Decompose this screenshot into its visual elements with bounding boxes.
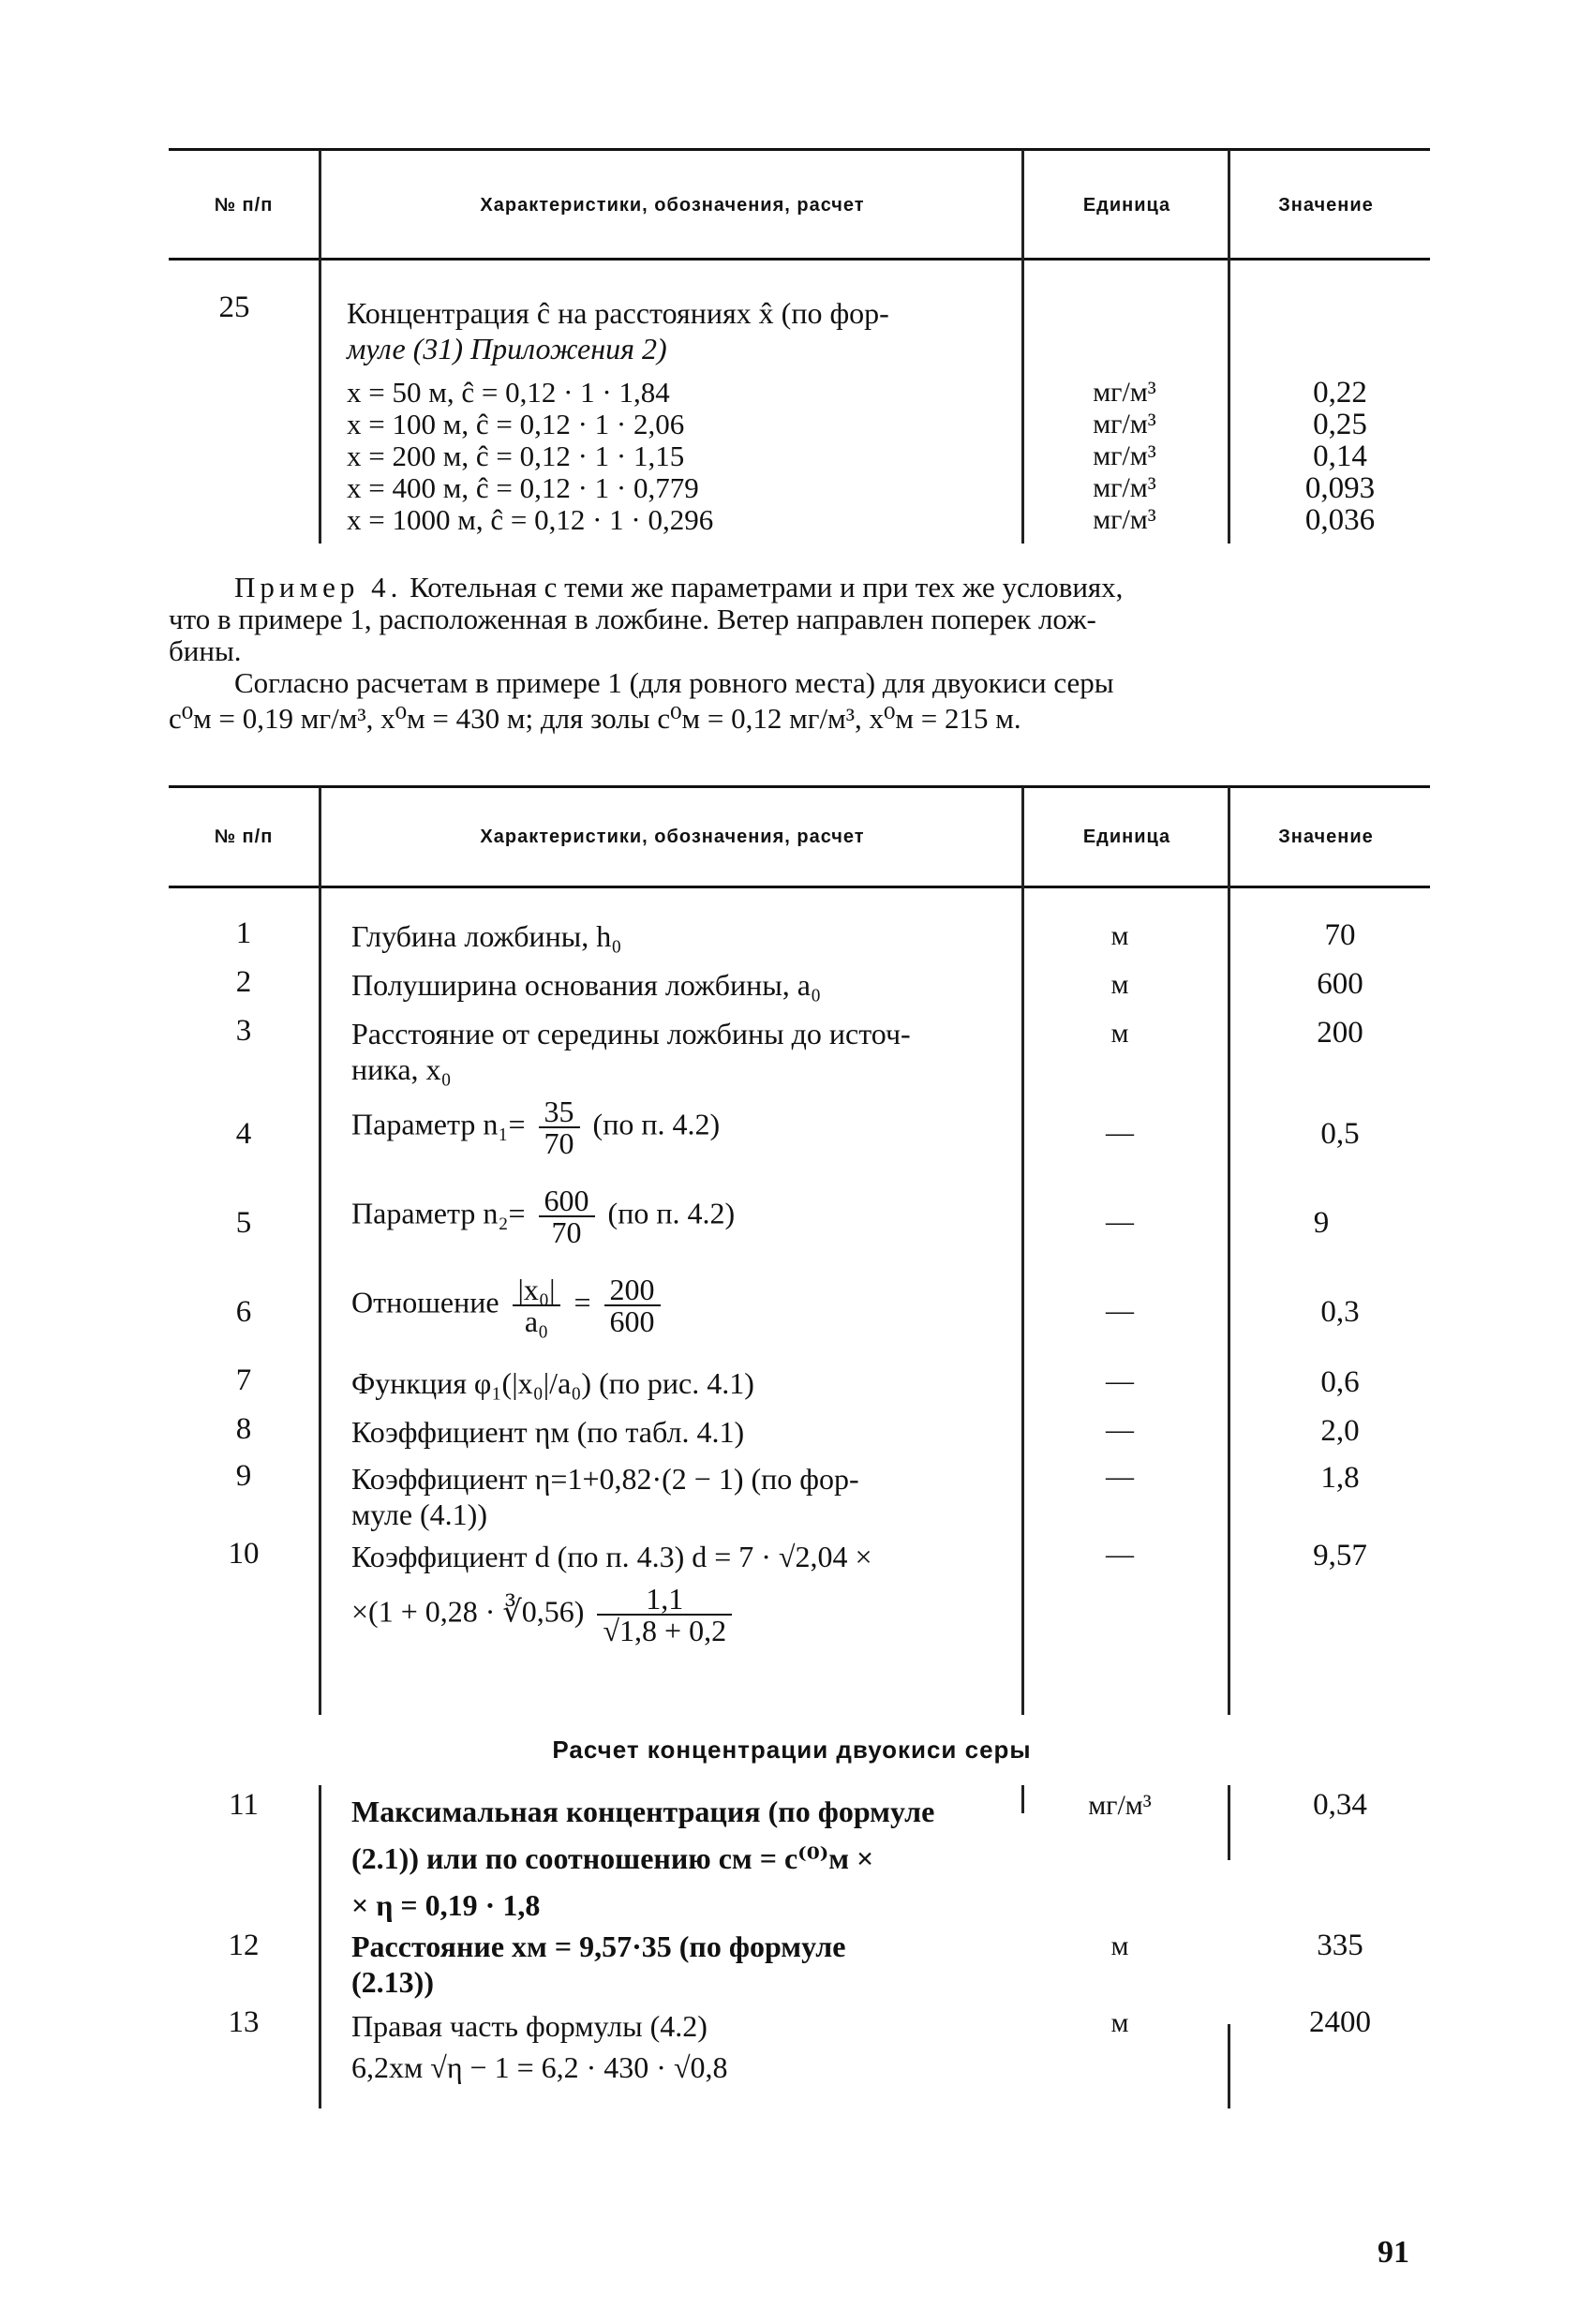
unit-cell: м <box>1110 2007 1129 2038</box>
unit-cell: м <box>1110 920 1129 951</box>
formula-line <box>351 1584 1017 1646</box>
page-number: 91 <box>1378 2235 1409 2270</box>
row-description <box>351 1096 1007 1158</box>
formula-part: ×(1 + 0,28 · ∛0,56) <box>351 1594 585 1629</box>
description-line: ника, x₀ <box>351 1052 452 1086</box>
fraction-numerator: 600 <box>539 1185 595 1217</box>
description-line: муле (31) Приложения 2) <box>347 332 667 365</box>
unit-cell: — <box>1106 1365 1134 1396</box>
row-number: 6 <box>235 1295 252 1329</box>
value-cell: 70 <box>1324 918 1356 952</box>
value-cell: 9,57 <box>1313 1539 1367 1572</box>
description-line: Максимальная концентрация (по формуле <box>351 1795 935 1828</box>
equals-sign: = <box>574 1285 591 1319</box>
value-cell: 0,22 <box>1313 376 1367 410</box>
table-2-col-divider <box>319 1785 321 2108</box>
value-cell: 9 <box>1313 1206 1330 1240</box>
fraction <box>539 1096 580 1158</box>
fraction-numerator: |x₀| <box>513 1274 561 1306</box>
formula-tail: (по п. 4.2) <box>592 1107 721 1141</box>
example-line: что в примере 1, расположенная в ложбине. Ветер направлен поперек лож- <box>169 603 1096 635</box>
row-description: Функция φ₁(|x₀|/a₀) (по рис. 4.1) <box>351 1366 754 1400</box>
row-description <box>347 295 1012 366</box>
value-cell: 0,3 <box>1320 1295 1360 1329</box>
column-header-description: Характеристики, обозначения, расчет <box>480 195 865 216</box>
fraction <box>604 1274 661 1336</box>
unit-cell: мг/м³ <box>1093 377 1156 408</box>
fraction-denominator: a₀ <box>524 1304 549 1338</box>
row-description <box>351 1788 1017 1929</box>
row-description <box>351 1461 1012 1532</box>
unit-cell: м <box>1110 969 1129 1000</box>
section-title: Расчет концентрации двуокиси серы <box>552 1736 1032 1764</box>
calc-line: x = 100 м, ĉ = 0,12 · 1 · 2,06 <box>347 408 685 440</box>
unit-cell: мг/м³ <box>1093 504 1156 535</box>
row-number: 12 <box>228 1929 260 1962</box>
row-number: 1 <box>235 916 252 950</box>
fraction-denominator: 70 <box>544 1126 574 1160</box>
description-line: (2.1)) или по соотношению cм = c⁽⁰⁾м × <box>351 1841 874 1875</box>
value-cell: 0,25 <box>1313 408 1367 441</box>
fraction-denominator: 600 <box>609 1304 655 1338</box>
example-line: бины. <box>169 634 242 667</box>
row-description <box>351 2005 1017 2088</box>
value-cell: 335 <box>1317 1929 1363 1962</box>
calc-list <box>347 377 1003 536</box>
table-2-col-divider <box>1228 2024 1230 2108</box>
value-cell: 0,6 <box>1320 1365 1360 1399</box>
table-2-col-divider <box>319 787 321 1715</box>
unit-list <box>1031 377 1218 536</box>
fraction <box>597 1584 732 1646</box>
fraction-denominator: √1,8 + 0,2 <box>603 1614 727 1647</box>
table-1-header-rule <box>169 258 1430 261</box>
table-1-col-divider <box>319 150 321 544</box>
table-2-header-rule <box>169 886 1430 888</box>
description-line: Коэффициент η=1+0,82·(2 − 1) (по фор- <box>351 1462 859 1496</box>
unit-cell: — <box>1106 1461 1134 1492</box>
calc-line: x = 400 м, ĉ = 0,12 · 1 · 0,779 <box>347 471 699 504</box>
value-cell: 0,5 <box>1320 1117 1360 1151</box>
table-2-top-rule <box>169 785 1430 788</box>
formula-label: Параметр n₂= <box>351 1196 526 1230</box>
column-header-number: № п/п <box>214 195 274 216</box>
row-number: 5 <box>235 1206 252 1240</box>
description-line: Коэффициент d (по п. 4.3) d = 7 · √2,04 × <box>351 1540 872 1573</box>
row-description: Глубина ложбины, h₀ <box>351 919 622 953</box>
table-2-col-divider <box>1228 1785 1230 1860</box>
row-number: 25 <box>218 290 250 324</box>
unit-cell: мг/м³ <box>1088 1790 1152 1821</box>
calc-line: x = 50 м, ĉ = 0,12 · 1 · 1,84 <box>347 376 670 409</box>
row-number: 9 <box>235 1459 252 1493</box>
fraction <box>539 1185 595 1247</box>
value-cell: 0,14 <box>1313 439 1367 473</box>
row-number: 8 <box>235 1412 252 1446</box>
example-label: Пример 4. <box>234 571 403 603</box>
column-header-value: Значение <box>1278 827 1374 847</box>
value-cell: 1,8 <box>1320 1461 1360 1495</box>
row-number: 11 <box>229 1788 259 1822</box>
column-header-number: № п/п <box>214 827 274 847</box>
description-line: (2.13)) <box>351 1965 434 1999</box>
unit-cell: мг/м³ <box>1093 472 1156 503</box>
example-line <box>234 572 1434 603</box>
table-2-col-divider <box>1021 1785 1024 1813</box>
unit-cell: м <box>1110 1930 1129 1961</box>
value-cell: 0,036 <box>1304 503 1376 537</box>
row-number: 7 <box>235 1363 252 1397</box>
formula-label: Параметр n₁= <box>351 1107 526 1141</box>
unit-cell: — <box>1106 1206 1134 1237</box>
column-header-unit: Единица <box>1082 195 1171 216</box>
row-description <box>351 1929 1017 2000</box>
row-description <box>351 1016 1012 1087</box>
fraction <box>513 1274 561 1336</box>
row-description: Коэффициент ηм (по табл. 4.1) <box>351 1415 745 1449</box>
column-header-value: Значение <box>1278 195 1374 216</box>
example-text: Котельная с теми же параметрами и при тех же условиях, <box>410 571 1124 603</box>
description-line: Концентрация ĉ на расстояниях x̂ (по фор- <box>347 296 889 330</box>
fraction-denominator: 70 <box>551 1215 582 1249</box>
fraction-numerator: 200 <box>604 1274 661 1306</box>
value-list <box>1256 377 1424 536</box>
unit-cell: — <box>1106 1117 1134 1148</box>
table-1-col-divider <box>1021 150 1024 544</box>
unit-cell: м <box>1110 1018 1129 1049</box>
value-cell: 0,34 <box>1313 1788 1367 1822</box>
fraction-numerator: 1,1 <box>597 1584 732 1616</box>
example-line: c⁰м = 0,19 мг/м³, x⁰м = 430 м; для золы c⁰м = 0,12 мг/м³, x⁰м = 215 м. <box>169 702 1021 735</box>
unit-cell: — <box>1106 1539 1134 1570</box>
unit-cell: мг/м³ <box>1093 409 1156 439</box>
value-cell: 0,093 <box>1304 471 1376 505</box>
table-1-col-divider <box>1228 150 1230 544</box>
row-number: 3 <box>235 1014 252 1048</box>
fraction-numerator: 35 <box>539 1096 580 1128</box>
row-number: 2 <box>235 965 252 999</box>
row-description <box>351 1185 1007 1247</box>
calc-line: x = 200 м, ĉ = 0,12 · 1 · 1,15 <box>347 439 685 472</box>
formula-tail: (по п. 4.2) <box>607 1196 736 1230</box>
table-1-top-rule <box>169 148 1430 151</box>
row-description <box>351 1274 1007 1336</box>
value-cell: 2400 <box>1309 2005 1371 2039</box>
description-line: Правая часть формулы (4.2) <box>351 2009 708 2043</box>
column-header-unit: Единица <box>1082 827 1171 847</box>
value-cell: 200 <box>1317 1016 1363 1050</box>
table-2-col-divider <box>1021 787 1024 1715</box>
calc-line: x = 1000 м, ĉ = 0,12 · 1 · 0,296 <box>347 503 714 536</box>
unit-cell: мг/м³ <box>1093 440 1156 471</box>
description-line: Расстояние от середины ложбины до источ- <box>351 1017 911 1050</box>
row-number: 13 <box>228 2005 260 2039</box>
description-line: Расстояние xм = 9,57·35 (по формуле <box>351 1929 846 1963</box>
row-number: 4 <box>235 1117 252 1151</box>
value-cell: 2,0 <box>1320 1414 1360 1448</box>
description-line: × η = 0,19 · 1,8 <box>351 1888 541 1922</box>
row-number: 10 <box>228 1537 260 1571</box>
column-header-description: Характеристики, обозначения, расчет <box>480 827 865 847</box>
unit-cell: — <box>1106 1414 1134 1445</box>
example-line: Согласно расчетам в примере 1 (для ровного места) для двуокиси серы <box>234 666 1114 699</box>
row-description: Полуширина основания ложбины, a₀ <box>351 968 822 1002</box>
unit-cell: — <box>1106 1295 1134 1326</box>
row-description <box>351 1539 1017 1646</box>
formula-label: Отношение <box>351 1285 499 1319</box>
table-2-col-divider <box>1228 787 1230 1715</box>
description-line: муле (4.1)) <box>351 1497 487 1531</box>
value-cell: 600 <box>1317 967 1363 1001</box>
formula-line: 6,2xм √η − 1 = 6,2 · 430 · √0,8 <box>351 2050 728 2084</box>
